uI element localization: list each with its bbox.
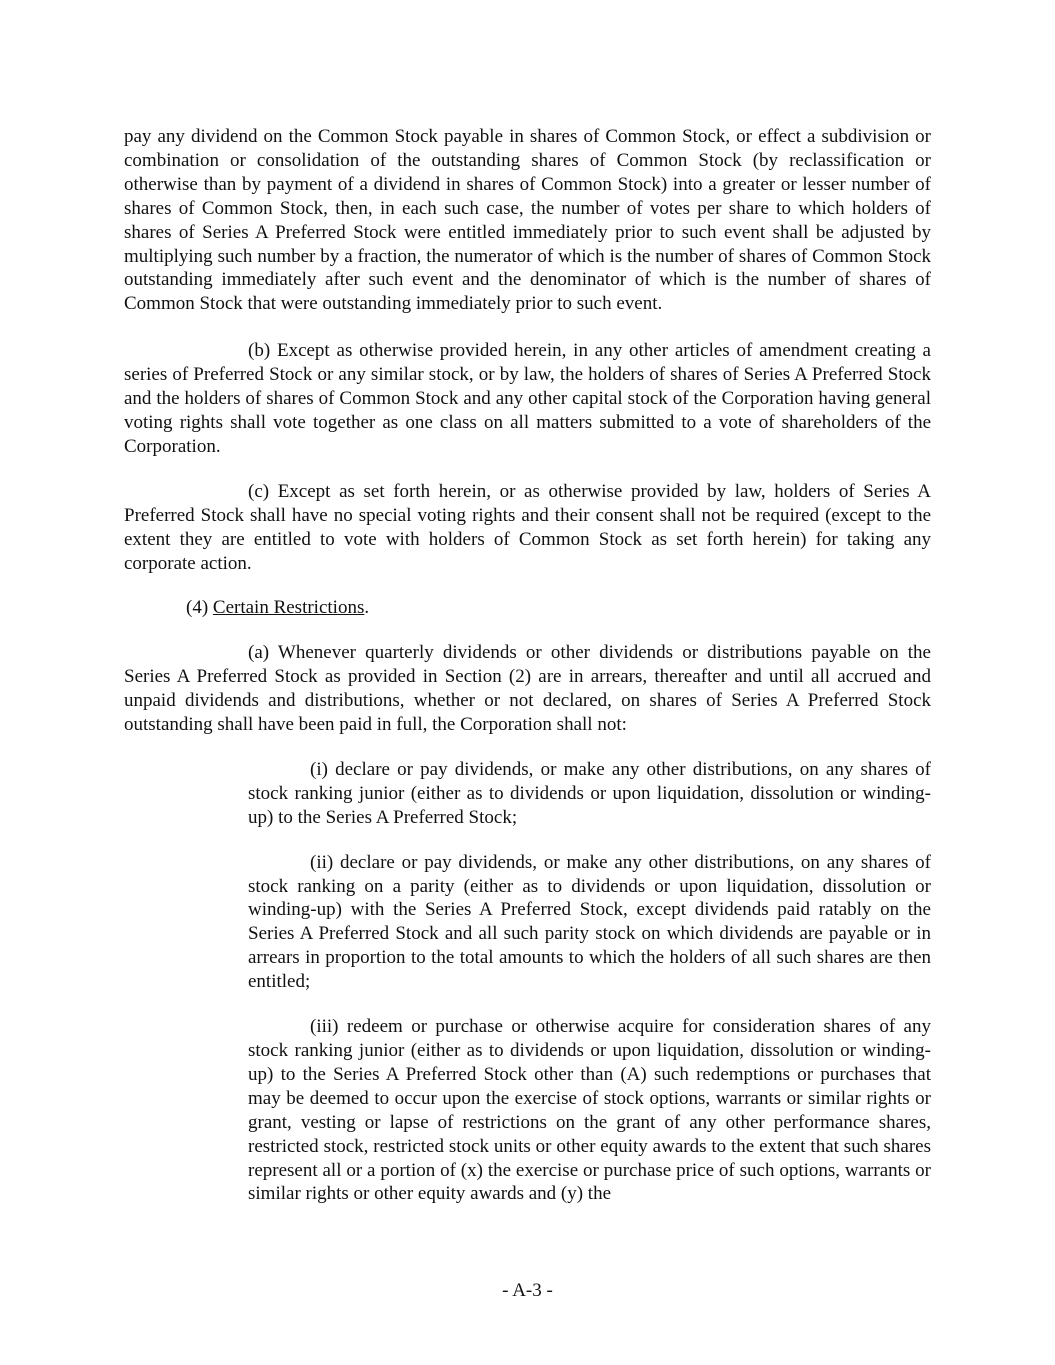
paragraph-b: (b) Except as otherwise provided herein, in any other articles of amendment creating a series of Preferred Stock or any similar stock, or by law, the holders of shares of Series A Preferred Stock and the holders of shares of Common Stock and any other capital stock of the Corporation having general voting rights shall vote together as one class on all matters submitted to a vote of shareholders of the Corporation. <box>124 340 931 457</box>
page-number: - A-3 - <box>502 1280 553 1301</box>
paragraph-a: (a) Whenever quarterly dividends or other dividends or distributions payable on the Series A Preferred Stock as provided in Section (2) are in arrears, thereafter and until all accrued and unpaid dividends and distributions, whether or not declared, on shares of Series A Preferred Stock outstanding shall have been paid in full, the Corporation shall not: <box>124 642 931 736</box>
paragraph-c: (c) Except as set forth herein, or as otherwise provided by law, holders of Series A Preferred Stock shall have no special voting rights and their consent shall not be required (except to the extent they are entitled to vote with holders of Common Stock as set forth herein) for taking any corporate action. <box>124 480 931 574</box>
subparagraph-i: (i) declare or pay dividends, or make any other distributions, on any shares of stock ranking junior (either as to dividends or upon liquidation, dissolution or winding-up) to the Series A Preferred Stock; <box>248 758 931 828</box>
section-title: Certain Restrictions <box>212 597 365 619</box>
section-heading <box>124 596 931 620</box>
subparagraph-iii: (iii) redeem or purchase or otherwise acquire for consideration shares of any stock ranking junior (either as to dividends or upon liquidation, dissolution or winding-up) to the Series A Preferred Stock other than (A) such redemptions or purchases that may be deemed to occur upon the exercise of stock options, warrants or similar rights or grant, vesting or lapse of restrictions on the grant of any other performance shares, restricted stock, restricted stock units or other equity awards to the extent that such shares represent all or a portion of (x) the exercise or purchase price of such options, warrants or similar rights or other equity awards and (y) the <box>248 1016 931 1205</box>
subparagraph-ii: (ii) declare or pay dividends, or make any other distributions, on any shares of stock ranking on a parity (either as to dividends or upon liquidation, dissolution or winding-up) with the Series A Preferred Stock, except dividends paid ratably on the Series A Preferred Stock and all such parity stock on which dividends are payable or in arrears in proportion to the total amounts to which the holders of all such shares are then entitled; <box>248 851 931 993</box>
paragraph-continuation: pay any dividend on the Common Stock payable in shares of Common Stock, or effect a subdivision or combination or consolidation of the outstanding shares of Common Stock (by reclassification or otherwise than by payment of a dividend in shares of Common Stock) into a greater or lesser number of shares of Common Stock, then, in each such case, the number of votes per share to which holders of shares of Series A Preferred Stock were entitled immediately prior to such event shall be adjusted by multiplying such number by a fraction, the numerator of which is the number of shares of Common Stock outstanding immediately after such event and the denominator of which is the number of shares of Common Stock that were outstanding immediately prior to such event. <box>124 126 931 315</box>
section-number: (4) <box>186 597 213 619</box>
document-page <box>124 125 931 1206</box>
section-title-period: . <box>364 597 370 619</box>
